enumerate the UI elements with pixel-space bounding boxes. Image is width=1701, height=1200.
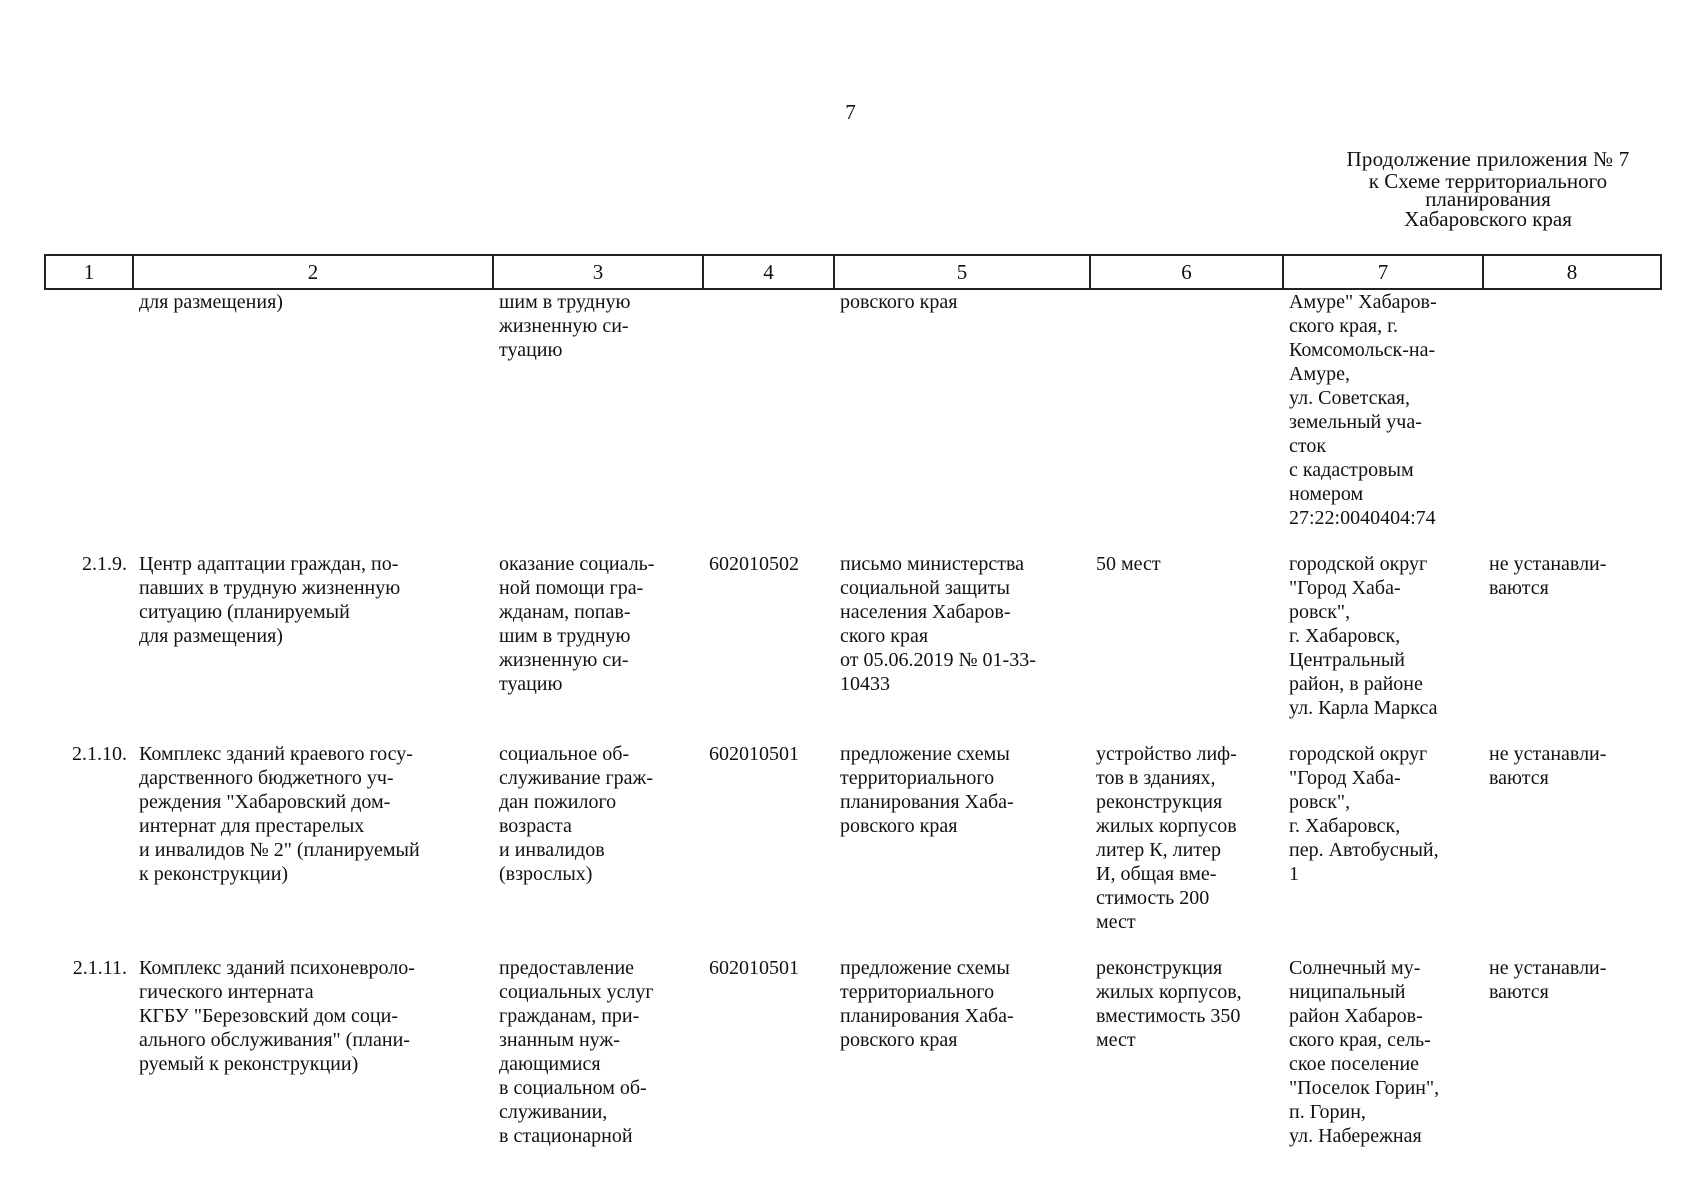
cell-characteristics: устройство лиф- тов в зданиях, реконструкция жилых корпусов литер К, литер И, общая вме- стимость 200 мест [1096,743,1237,933]
cell-code [702,290,833,530]
table-header [44,254,1662,290]
cell-code: 602010502 [709,553,799,575]
cell-location: Амуре" Хабаров- ского края, г. Комсомольск-на- Амуре, ул. Советская, земельный уча- сток с кадастровым номером 27:22:0040404:74 [1289,291,1437,529]
cell-location: городской округ "Город Хаба- ровск", г. Хабаровск, Центральный район, в районе ул. Карла Маркса [1289,553,1438,719]
cell-object-name: Центр адаптации граждан, по- павших в трудную жизненную ситуацию (планируемый для размещения) [139,553,401,647]
cell-code: 602010501 [709,743,799,765]
appendix-line-1: Продолжение приложения № 7 [1346,147,1630,171]
appendix-line-2: к Схеме территориального [1368,169,1608,193]
cell-basis: предложение схемы территориального планирования Хаба- ровского края [840,957,1014,1051]
table-row [44,742,1660,934]
cell-characteristics: реконструкция жилых корпусов, вместимость 350 мест [1096,957,1242,1051]
cell-object-name: для размещения) [139,291,283,313]
cell-location: городской округ "Город Хаба- ровск", г. Хабаровск, пер. Автобусный, 1 [1289,743,1439,885]
cell-basis: ровского края [840,291,958,313]
cell-object-name: Комплекс зданий психоневроло- гического интерната КГБУ "Березовский дом соци- ального обслуживания" (плани- руемый к реконструкции) [139,957,415,1075]
column-header-6: 6 [1090,255,1283,289]
cell-zones: не устанавли- ваются [1489,553,1607,599]
column-header-5: 5 [834,255,1090,289]
cell-purpose: предоставление социальных услуг гражданам, при- знанным нуж- дающимися в социальном об- служивании, в стационарной [499,957,654,1147]
cell-basis: предложение схемы территориального планирования Хаба- ровского края [840,743,1014,837]
header-row [45,255,1661,289]
cell-number: 2.1.11. [72,957,127,979]
cell-zones [1482,290,1660,530]
cell-characteristics [1089,290,1282,530]
cell-location: Солнечный му- ниципальный район Хабаров- ского края, сель- ское поселение "Поселок Горин", п. Горин, ул. Набережная [1289,957,1440,1147]
cell-characteristics: 50 мест [1096,553,1161,575]
table-row [44,552,1660,720]
cell-number: 2.1.9. [82,553,127,575]
cell-number: 2.1.10. [72,743,127,765]
table-body [44,290,1660,1148]
cell-purpose: оказание социаль- ной помощи гра- жданам, попав- шим в трудную жизненную си- туацию [499,553,655,695]
column-header-8: 8 [1483,255,1661,289]
cell-zones: не устанавли- ваются [1489,743,1607,789]
page-number: 7 [845,100,856,124]
column-header-1: 1 [45,255,133,289]
column-header-4: 4 [703,255,834,289]
cell-zones: не устанавли- ваются [1489,957,1607,1003]
table-row [44,956,1660,1148]
cell-code: 602010501 [709,957,799,979]
table-row [44,290,1660,530]
cell-purpose: шим в трудную жизненную си- туацию [499,291,631,361]
column-header-3: 3 [493,255,703,289]
column-header-2: 2 [133,255,493,289]
cell-object-name: Комплекс зданий краевого госу- дарственного бюджетного уч- реждения "Хабаровский дом- интернат для престарелых и инвалидов № 2" (планируемый к реконструкции) [139,743,420,885]
column-header-7: 7 [1283,255,1483,289]
cell-basis: письмо министерства социальной защиты населения Хабаров- ского края от 05.06.2019 № 01-33- 10433 [840,553,1036,695]
appendix-reference [1298,148,1678,231]
cell-number [44,290,132,530]
cell-purpose: социальное об- служивание граж- дан пожилого возраста и инвалидов (взрослых) [499,743,654,885]
appendix-line-3: планирования [1425,187,1551,211]
appendix-line-4: Хабаровского края [1404,207,1572,231]
